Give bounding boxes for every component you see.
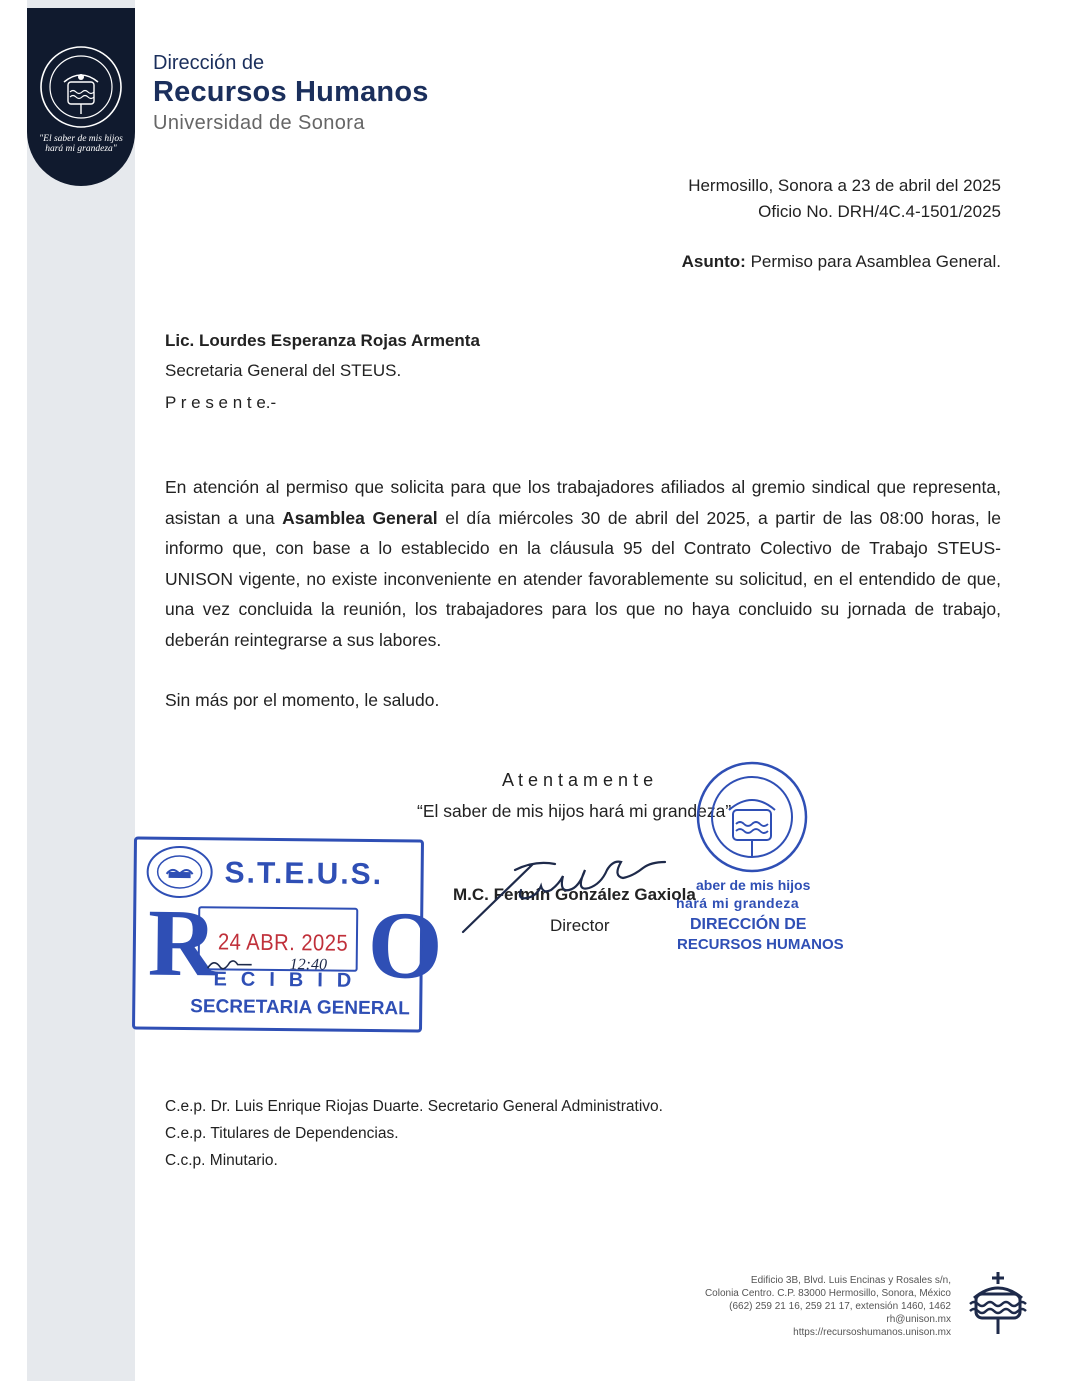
handwritten-time: 12:40 <box>289 956 328 974</box>
header-university: Universidad de Sonora <box>153 112 365 134</box>
director-stamp-dept-1: DIRECCIÓN DE <box>690 916 807 933</box>
steus-title: S.T.E.U.S. <box>224 856 384 892</box>
place-date: Hermosillo, Sonora a 23 de abril del 2025 <box>688 176 1001 195</box>
recipient-presente: P r e s e n t e.- <box>165 393 277 412</box>
header-title: Recursos Humanos <box>153 76 429 108</box>
subject-text: Permiso para Asamblea General. <box>750 252 1001 271</box>
subject-label: Asunto: <box>681 252 746 271</box>
office-number: Oficio No. DRH/4C.4-1501/2025 <box>758 202 1001 221</box>
body-text-a: En atención al permiso que solicita para que los trabajadores afiliados al gremio sindical que representa, asistan a una <box>165 477 1001 528</box>
ccp-line: C.e.p. Dr. Luis Enrique Riojas Duarte. Secretario General Administrativo. <box>165 1098 663 1115</box>
university-shield-icon <box>966 1270 1030 1336</box>
steus-received-stamp <box>132 836 444 1032</box>
stamp-recibido: ECIBID <box>213 968 366 992</box>
body-text-b: el día miércoles 30 de abril del 2025, a partir de las 08:00 horas, le informo que, con base a lo establecido en la cláusula 95 del Contrato Colectivo de Trabajo STEUS-UNISON vigente, no existe inconveniente en atender favorablemente su solicitud, en el entendido de que, una vez concluida la reunión, los trabajadores para los que no haya concluido su jornada de trabajo, deberán reintegrarse a sus labores. <box>165 507 1001 650</box>
director-stamp-motto-2: hará mi grandeza <box>676 895 800 911</box>
body-text-bold: Asamblea General <box>282 507 438 528</box>
university-seal-icon <box>38 44 124 130</box>
stamp-secretaria-general: SECRETARIA GENERAL <box>190 996 410 1020</box>
footer-email: rh@unison.mx <box>886 1314 951 1325</box>
director-stamp-dept-2: RECURSOS HUMANOS <box>677 936 844 953</box>
footer-url: https://recursoshumanos.unison.mx <box>793 1327 951 1338</box>
body-paragraph <box>165 472 1001 656</box>
signer-title: Director <box>550 916 610 935</box>
ccp-line: C.c.p. Minutario. <box>165 1152 278 1169</box>
footer-line: Colonia Centro. C.P. 83000 Hermosillo, Sonora, México <box>704 1288 951 1299</box>
ccp-line: C.e.p. Titulares de Dependencias. <box>165 1125 399 1142</box>
footer-line: Edificio 3B, Blvd. Luis Encinas y Rosales s/n, <box>750 1275 951 1286</box>
logo-motto: "El saber de mis hijos hará mi grandeza" <box>39 134 123 154</box>
recipient-name: Lic. Lourdes Esperanza Rojas Armenta <box>165 331 480 350</box>
recipient-position: Secretaria General del STEUS. <box>165 361 402 380</box>
signature-motto: “El saber de mis hijos hará mi grandeza” <box>417 801 732 821</box>
signer-name: M.C. Fermín González Gaxiola <box>453 885 696 904</box>
footer-line: (662) 259 21 16, 259 21 17, extensión 1460, 1462 <box>729 1301 951 1312</box>
director-stamp-motto-1: aber de mis hijos <box>696 877 811 893</box>
stamp-letter-r: R <box>147 888 218 997</box>
closing-line: Sin más por el momento, le saludo. <box>165 690 440 710</box>
handwritten-signature <box>455 850 725 940</box>
subject-line <box>682 252 1001 272</box>
stamp-letter-o: O <box>367 890 444 999</box>
header-line-1: Dirección de <box>153 52 265 74</box>
atentamente: A t e n t a m e n t e <box>502 770 654 790</box>
stamp-date: 24 ABR. 2025 <box>217 928 349 956</box>
footer-address <box>705 1274 951 1339</box>
sidebar-strip <box>27 0 135 1381</box>
